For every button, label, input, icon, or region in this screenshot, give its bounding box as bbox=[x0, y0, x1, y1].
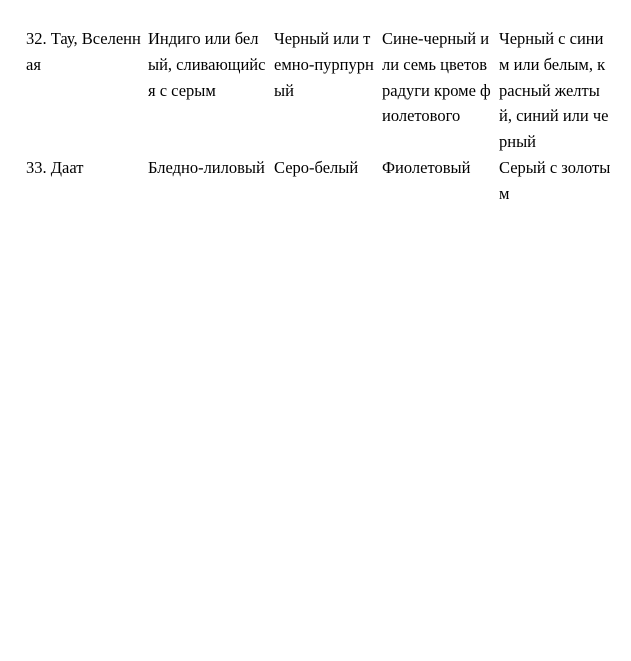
cell-text: 33. Даат bbox=[26, 157, 84, 177]
cell-text: Бледно-лиловый bbox=[148, 157, 265, 177]
table-row bbox=[26, 26, 618, 155]
table-cell-label bbox=[26, 155, 148, 207]
table-cell-column-4 bbox=[382, 155, 499, 207]
table-cell-column-3 bbox=[274, 155, 382, 207]
table-cell-column-4 bbox=[382, 26, 499, 155]
color-correspondence-table bbox=[26, 26, 618, 207]
cell-text: 32. Тау, Вселенная bbox=[26, 29, 141, 74]
cell-text: Сине-черный или семь цветов радуги кроме фиолетового bbox=[382, 29, 491, 126]
cell-text: Серый с золотым bbox=[499, 157, 611, 203]
table-cell-column-2 bbox=[148, 155, 274, 207]
table-cell-column-5 bbox=[499, 155, 618, 207]
table-cell-label bbox=[26, 26, 148, 155]
cell-text: Черный с синим или белым, красный желтый, синий или черный bbox=[499, 29, 609, 152]
cell-text: Индиго или белый, сливающийся с серым bbox=[148, 29, 266, 100]
cell-text: Черный или темно-пурпурный bbox=[274, 29, 374, 100]
table-cell-column-5 bbox=[499, 26, 618, 155]
table-row bbox=[26, 155, 618, 207]
table-cell-column-3 bbox=[274, 26, 382, 155]
cell-text: Серо-белый bbox=[274, 157, 359, 177]
table-body bbox=[26, 26, 618, 207]
table-cell-column-2 bbox=[148, 26, 274, 155]
cell-text: Фиолетовый bbox=[382, 157, 471, 177]
